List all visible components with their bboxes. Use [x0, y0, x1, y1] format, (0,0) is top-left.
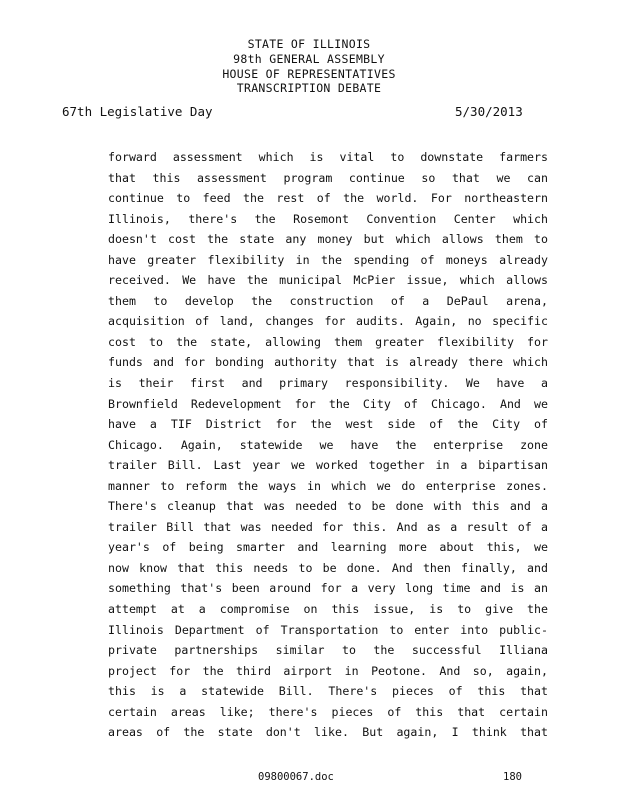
document-id: 09800067.doc: [258, 771, 334, 783]
transcript-line: acquisition of land, changes for audits. Again, no specific: [108, 314, 548, 329]
transcript-line: is their first and primary responsibility. We have a: [108, 376, 548, 391]
transcript-line: forward assessment which is vital to downstate farmers: [108, 150, 548, 164]
transcript-line: project for the third airport in Peotone. And so, again,: [108, 663, 548, 678]
header-state: STATE OF ILLINOIS: [247, 37, 371, 51]
transcript-line: funds and for bonding authority that is already there which: [108, 355, 548, 370]
header-transcription: TRANSCRIPTION DEBATE: [236, 81, 382, 95]
transcript-line: that this assessment program continue so that we can: [108, 170, 548, 185]
transcript-line: cost to the state, allowing them greater flexibility for: [108, 334, 548, 349]
transcript-line: them to develop the construction of a DePaul arena,: [108, 293, 548, 308]
transcript-line: have greater flexibility in the spending of moneys already: [108, 252, 548, 267]
transcript-line: attempt at a compromise on this issue, is to give the: [108, 602, 548, 617]
transcript-body: [108, 147, 548, 743]
transcript-line: Illinois, there's the Rosemont Convention Center which: [108, 211, 548, 226]
transcript-line: private partnerships similar to the successful Illiana: [108, 643, 548, 658]
transcript-line: manner to reform the ways in which we do enterprise zones.: [108, 478, 548, 493]
header-assembly: 98th GENERAL ASSEMBLY: [233, 52, 385, 66]
session-date: 5/30/2013: [455, 104, 523, 119]
transcript-line: Chicago. Again, statewide we have the enterprise zone: [108, 437, 548, 452]
transcript-line: Illinois Department of Transportation to enter into public-: [108, 622, 548, 637]
transcript-line: something that's been around for a very long time and is an: [108, 581, 548, 596]
transcript-line: doesn't cost the state any money but which allows them to: [108, 232, 548, 247]
transcript-line: trailer Bill. Last year we worked together in a bipartisan: [108, 458, 548, 473]
legislative-day: 67th Legislative Day: [62, 104, 213, 119]
transcript-line: areas of the state don't like. But again, I think that: [108, 725, 548, 740]
transcript-line: There's cleanup that was needed to be done with this and a: [108, 499, 548, 514]
transcript-line: this is a statewide Bill. There's pieces of this that: [108, 684, 548, 699]
transcript-line: year's of being smarter and learning more about this, we: [108, 540, 548, 555]
transcript-line: Brownfield Redevelopment for the City of Chicago. And we: [108, 396, 548, 411]
transcript-line: now know that this needs to be done. And then finally, and: [108, 560, 548, 575]
transcript-line: trailer Bill that was needed for this. And as a result of a: [108, 519, 548, 534]
page-number: 180: [503, 771, 522, 783]
transcript-line: certain areas like; there's pieces of this that certain: [108, 704, 548, 719]
transcript-line: have a TIF District for the west side of the City of: [108, 417, 548, 432]
transcript-line: received. We have the municipal McPier issue, which allows: [108, 273, 548, 288]
header-house: HOUSE OF REPRESENTATIVES: [222, 67, 396, 81]
transcript-line: continue to feed the rest of the world. For northeastern: [108, 191, 548, 206]
